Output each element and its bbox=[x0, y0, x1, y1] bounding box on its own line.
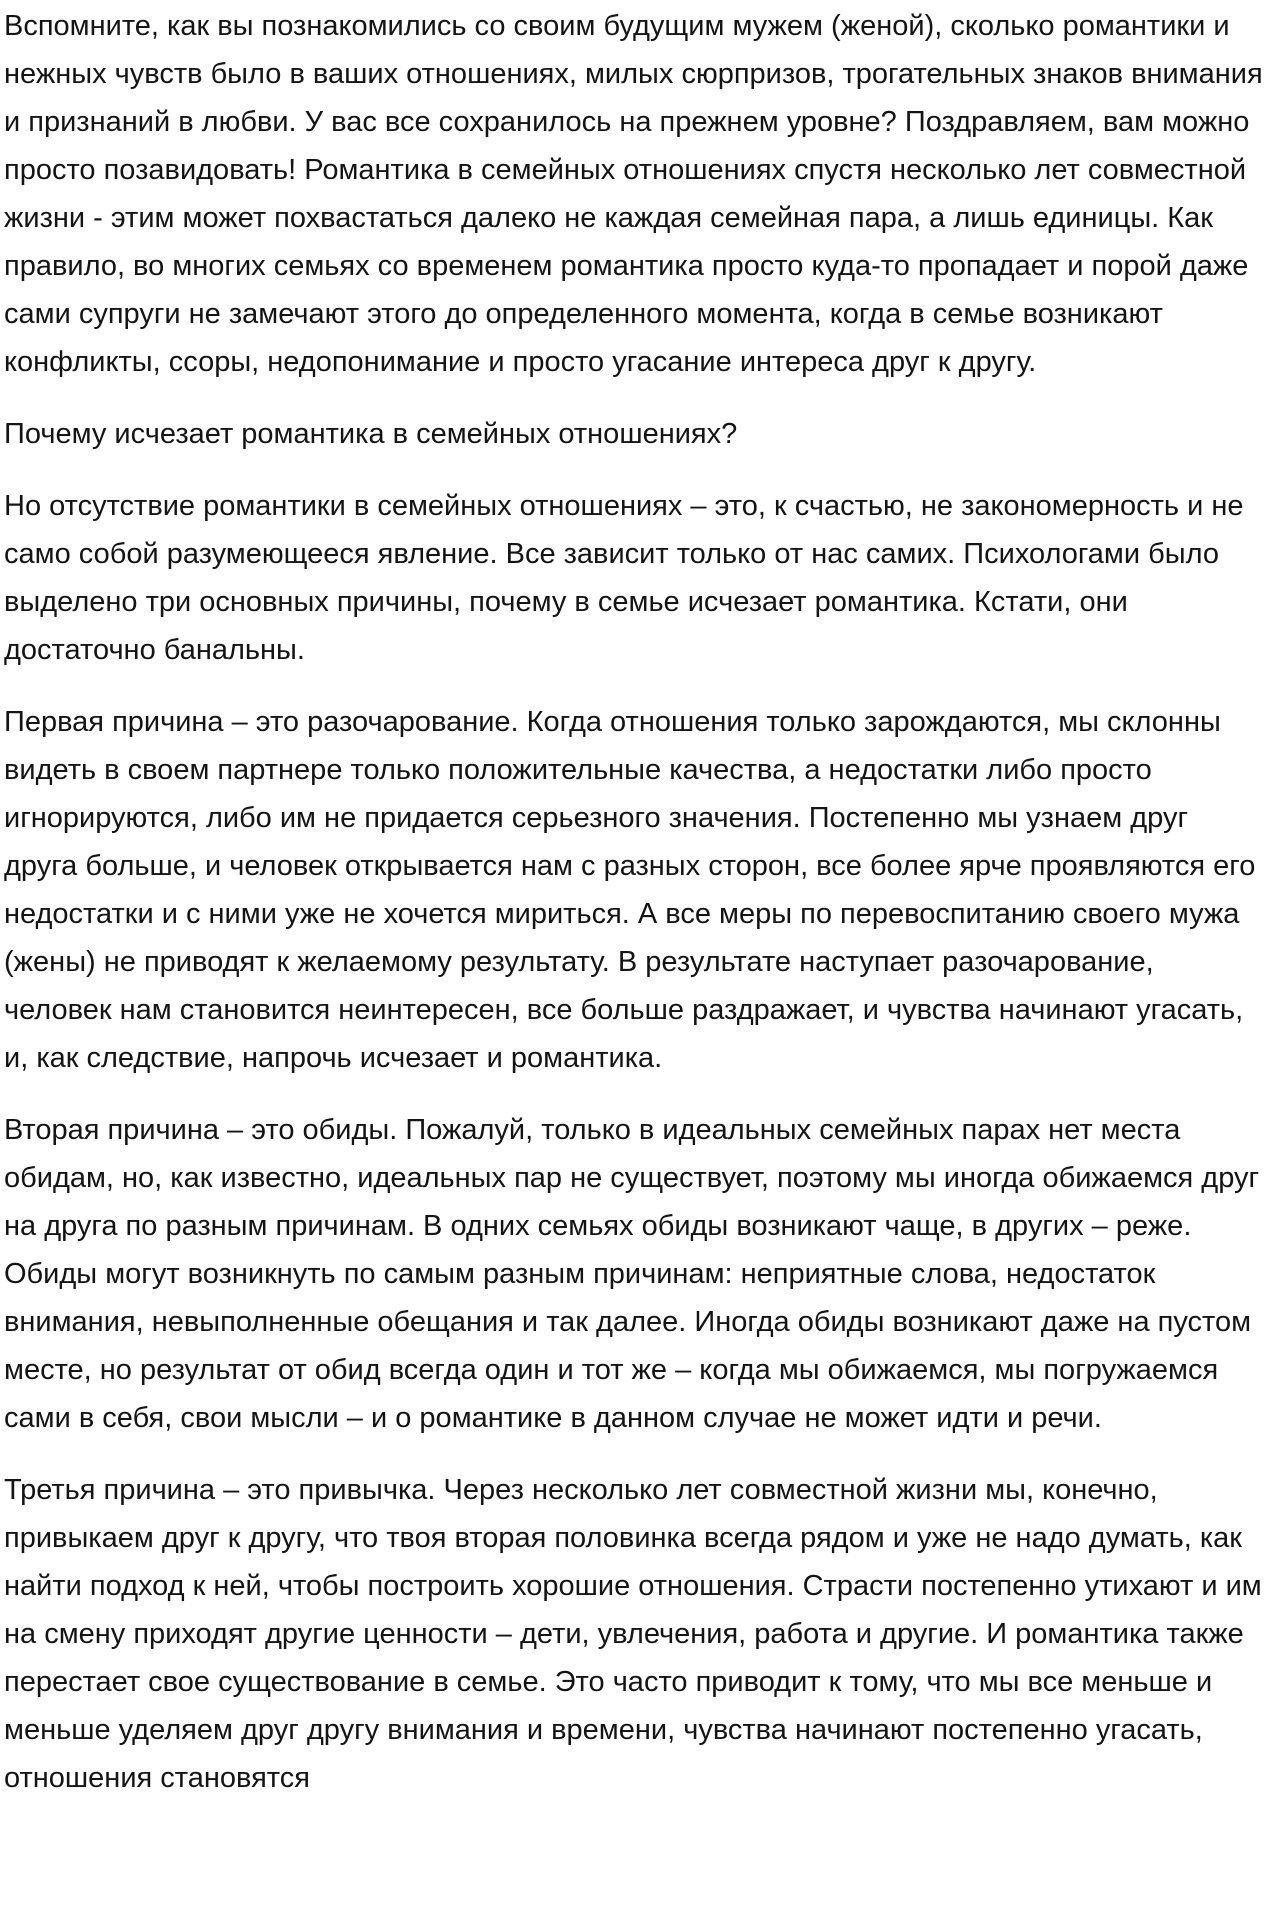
overview-paragraph: Но отсутствие романтики в семейных отношениях – это, к счастью, не закономерность и не само собой разумеющееся явление. Все зависит только от нас самих. Психологами было выделено три основных причины, почему в семье исчезает романтика. Кстати, они достаточно банальны. bbox=[4, 490, 1244, 666]
reason-1-disappointment-paragraph: Первая причина – это разочарование. Когда отношения только зарождаются, мы склонны видеть в своем партнере только положительные качества, а недостатки либо просто игнорируются, либо им не придается серьезного значения. Постепенно мы узнаем друг друга больше, и человек открывается нам с разных сторон, все более ярче проявляются его недостатки и с ними уже не хочется мириться. А все меры по перевоспитанию своего мужа (жены) не приводят к желаемому результату. В результате наступает разочарование, человек нам становится неинтересен, все больше раздражает, и чувства начинают угасать, и, как следствие, напрочь исчезает и романтика. bbox=[4, 706, 1256, 1074]
reason-2-resentment-paragraph: Вторая причина – это обиды. Пожалуй, только в идеальных семейных парах нет места обидам, но, как известно, идеальных пар не существует, поэтому мы иногда обижаемся друг на друга по разным причинам. В одних семьях обиды возникают чаще, в других – реже. Обиды могут возникнуть по самым разным причинам: неприятные слова, недостаток внимания, невыполненные обещания и так далее. Иногда обиды возникают даже на пустом месте, но результат от обид всегда один и тот же – когда мы обижаемся, мы погружаемся сами в себя, свои мысли – и о романтике в данном случае не может идти и речи. bbox=[4, 1114, 1260, 1434]
reason-3-habit-paragraph: Третья причина – это привычка. Через несколько лет совместной жизни мы, конечно, привыкаем друг к другу, что твоя вторая половинка всегда рядом и уже не надо думать, как найти подход к ней, чтобы построить хорошие отношения. Страсти постепенно утихают и им на смену приходят другие ценности – дети, увлечения, работа и другие. И романтика также перестает свое существование в семье. Это часто приводит к тому, что мы все меньше и меньше уделяем друг другу внимания и времени, чувства начинают постепенно угасать, отношения становятся bbox=[4, 1474, 1262, 1794]
intro-paragraph: Вспомните, как вы познакомились со своим будущим мужем (женой), сколько романтики и нежных чувств было в ваших отношениях, милых сюрпризов, трогательных знаков внимания и признаний в любви. У вас все сохранилось на прежнем уровне? Поздравляем, вам можно просто позавидовать! Романтика в семейных отношениях спустя несколько лет совместной жизни - этим может похвастаться далеко не каждая семейная пара, а лишь единицы. Как правило, во многих семьях со временем романтика просто куда-то пропадает и порой даже сами супруги не замечают этого до определенного момента, когда в семье возникают конфликты, ссоры, недопонимание и просто угасание интереса друг к другу. bbox=[4, 10, 1263, 378]
question-line: Почему исчезает романтика в семейных отношениях? bbox=[4, 418, 738, 450]
